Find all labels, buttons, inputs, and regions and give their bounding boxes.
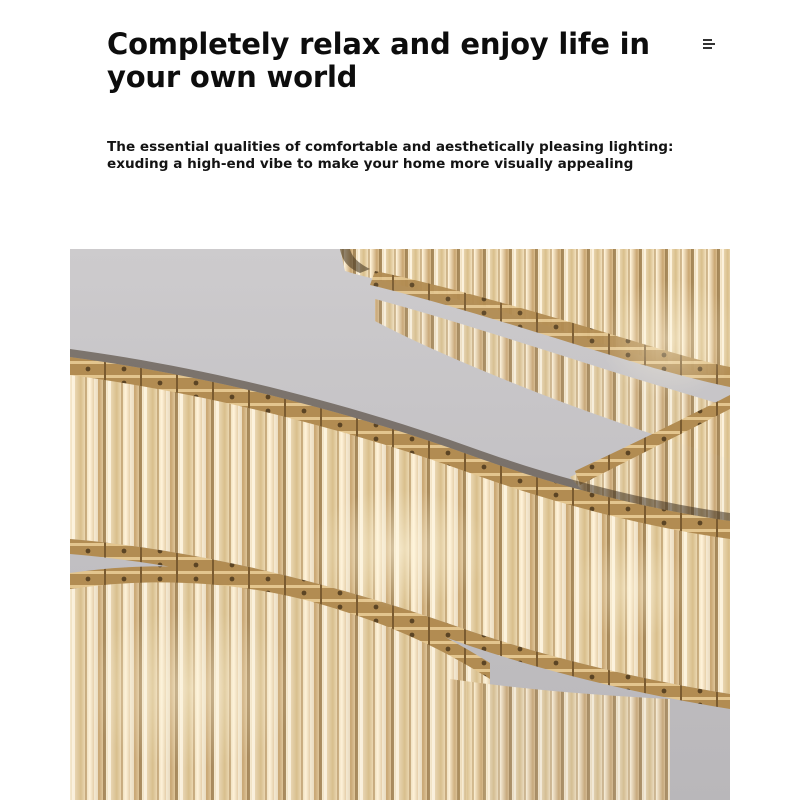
description-line-1: The essential qualities of comfortable and aesthetically pleasing lighting: bbox=[107, 139, 674, 155]
title-line-2: your own world bbox=[107, 60, 358, 94]
title-line-1: Completely relax and enjoy life in bbox=[107, 27, 650, 61]
chandelier-illustration bbox=[70, 249, 730, 800]
page-title bbox=[107, 28, 677, 94]
chandelier-photo bbox=[70, 249, 730, 800]
menu-icon[interactable] bbox=[703, 35, 717, 47]
description-line-2: exuding a high-end vibe to make your home more visually appealing bbox=[107, 156, 634, 172]
product-description bbox=[107, 139, 727, 173]
